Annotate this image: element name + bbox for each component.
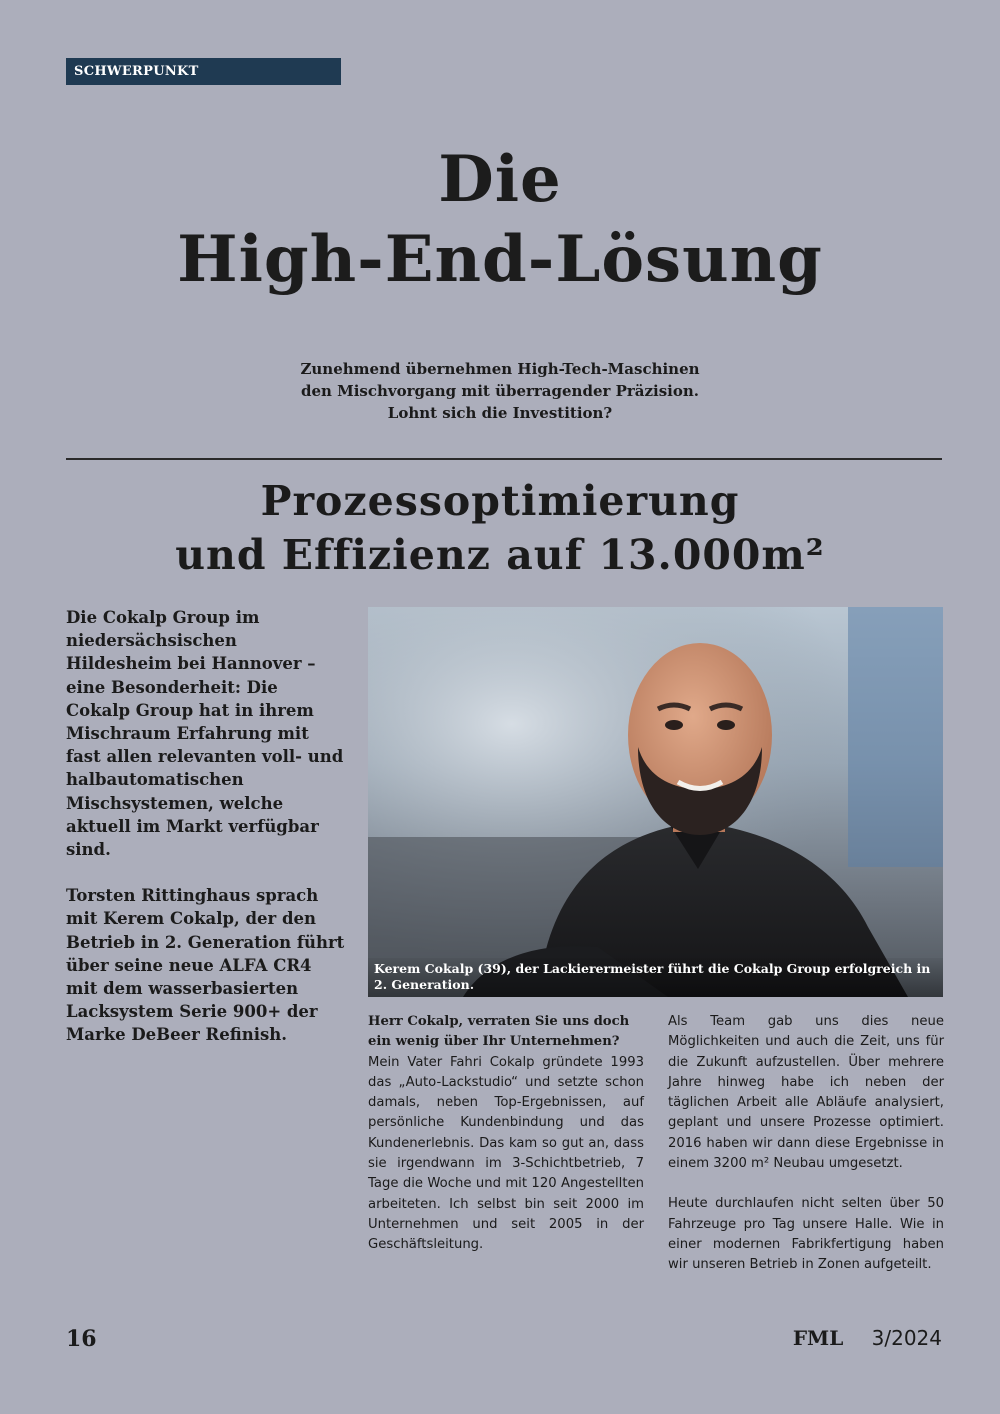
subheadline	[0, 474, 1000, 582]
article-column-right	[668, 1012, 944, 1276]
intro-line-2: den Mischvorgang mit überragender Präzision.	[300, 382, 700, 400]
intro-line-3: Lohnt sich die Investition?	[387, 404, 613, 422]
lead-paragraph-2: Torsten Rittinghaus sprach mit Kerem Cokalp, der den Betrieb in 2. Generation führt über seine neue ALFA CR4 mit dem wasserbasierten Lacksystem Serie 900+ der Marke DeBeer Refinish.	[66, 886, 345, 1045]
page-number: 16	[66, 1326, 97, 1352]
footer-issue	[793, 1326, 942, 1350]
divider-rule	[66, 458, 942, 460]
answer-paragraph-1: Mein Vater Fahri Cokalp gründete 1993 das „Auto-Lackstudio“ und setzte schon damals, neben Top-Ergebnissen, auf persönliche Kundenbindung und das Kundenerlebnis. Das kam so gut an, dass sie irgendwann im 3-Schichtbetrieb, 7 Tage die Woche und mit 120 Angestellten arbeiteten. Ich selbst bin seit 2000 im Unternehmen und seit 2005 in der Geschäftsleitung.	[368, 1054, 644, 1253]
issue-number: 3/2024	[871, 1326, 942, 1350]
subheadline-line-1: Prozessoptimierung	[260, 477, 740, 525]
answer-paragraph-3: Heute durchlaufen nicht selten über 50 Fahrzeuge pro Tag unsere Halle. Wie in einer modernen Fabrikfertigung haben wir unseren Betrieb in Zonen aufgeteilt.	[668, 1196, 944, 1273]
lead-text	[66, 606, 346, 1070]
intro-line-1: Zunehmend übernehmen High-Tech-Maschinen	[300, 360, 700, 378]
headline-line-2: High-End-Lösung	[177, 222, 823, 297]
headline-line-1: Die	[438, 142, 562, 217]
subheadline-line-2: und Effizienz auf 13.000m²	[175, 531, 825, 579]
section-tag: SCHWERPUNKT	[66, 58, 341, 85]
portrait-photo	[368, 607, 943, 997]
photo-caption: Kerem Cokalp (39), der Lackierermeister führt die Cokalp Group erfolgreich in 2. Generation.	[368, 958, 943, 997]
interview-question: Herr Cokalp, verraten Sie uns doch ein wenig über Ihr Unternehmen?	[368, 1014, 630, 1050]
intro-text	[0, 358, 1000, 424]
lead-paragraph-1: Die Cokalp Group im niedersächsischen Hildesheim bei Hannover – eine Besonderheit: Die Cokalp Group hat in ihrem Mischraum Erfahrung mit fast allen relevanten voll- und halbautomatischen Mischsystemen, welche aktuell im Markt verfügbar sind.	[66, 608, 344, 860]
headline	[0, 140, 1000, 300]
article-column-left	[368, 1012, 644, 1256]
portrait-illustration	[368, 607, 943, 997]
answer-paragraph-2: Als Team gab uns dies neue Möglichkeiten und auch die Zeit, uns für die Zukunft aufzustellen. Über mehrere Jahre hinweg habe ich neben der täglichen Arbeit alle Abläufe analysiert, geplant und unsere Prozesse optimiert. 2016 haben wir dann diese Ergebnisse in einem 3200 m² Neubau umgesetzt.	[668, 1014, 944, 1172]
magazine-brand: FML	[792, 1326, 844, 1350]
